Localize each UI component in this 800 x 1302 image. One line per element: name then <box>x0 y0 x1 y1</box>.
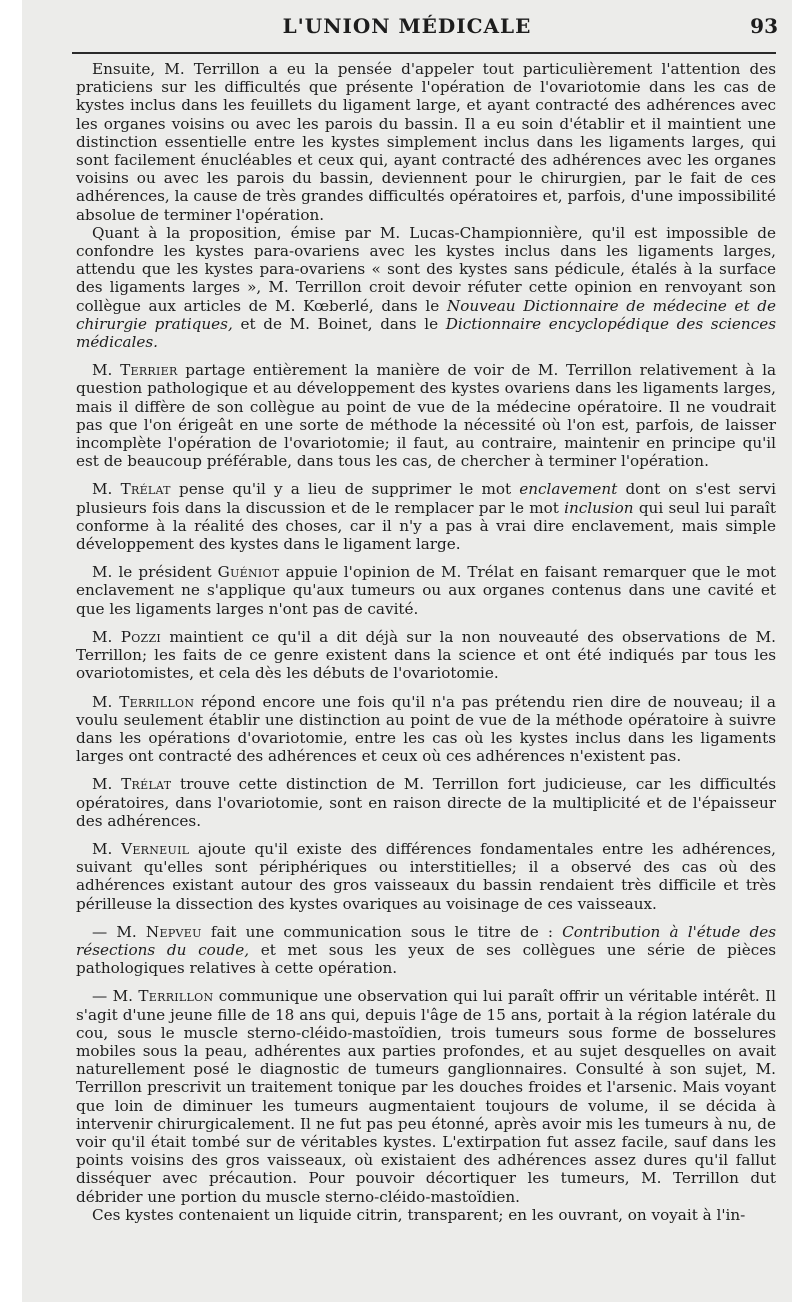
paragraph <box>76 693 776 766</box>
paragraph-text: appuie l'opinion de M. Trélat en faisant remarquer que le mot enclavement ne s'applique qu'aux tumeurs ou aux organes contenus dans une cavité et que les ligaments larges n'ont pas de cavité. <box>76 563 776 618</box>
paragraph-text: ajoute qu'il existe des différences fondamentales entre les adhérences, suivant qu'elles sont périphériques ou interstitielles; il a observé des cas où des adhérences existant autour des gros vaisseaux du bassin rendaient très difficile et très périlleuse la dissection des kystes ovariques au voisinage de ces vaisseaux. <box>76 839 776 913</box>
paragraph-text: — M. <box>92 987 139 1006</box>
paragraph <box>76 1206 776 1224</box>
paragraph <box>76 840 776 913</box>
italic-text: Dictionnaire encyclopédique des sciences médicales. <box>76 314 776 352</box>
paragraph-text: M. <box>92 361 121 380</box>
paragraph-text: maintient ce qu'il a dit déjà sur la non nouveauté des observations de M. Terrillon; les faits de ce genre existent dans la science et ont été indiqués par tous les ovariotomistes, et cela dès les débuts de l'ovariotomie. <box>76 627 776 683</box>
paragraph-text: trouve cette distinction de M. Terrillon fort judicieuse, car les difficultés opératoires, dans l'ovariotomie, sont en raison directe de la multiplicité et de l'épaisseur des adhérences. <box>76 775 776 830</box>
running-title: L'UNION MÉDICALE <box>282 14 532 38</box>
paragraph <box>76 60 776 224</box>
header-rule <box>72 52 776 54</box>
italic-text: inclusion <box>564 498 634 517</box>
paragraph-text: M. le président <box>92 563 218 582</box>
italic-text: Nouveau Dictionnaire de médecine et de chirurgie pratiques, <box>76 296 777 333</box>
paragraph <box>76 628 776 683</box>
speaker-name: Pozzi <box>120 627 162 646</box>
paragraph-text: pense qu'il y a lieu de supprimer le mot <box>170 480 520 499</box>
page-header <box>22 14 792 44</box>
paragraph-text: fait une communication sous le titre de : <box>201 922 563 941</box>
paragraph-text: — M. <box>92 922 146 941</box>
paragraph <box>76 480 776 553</box>
paragraph-text: M. <box>92 839 122 858</box>
paragraph <box>76 224 776 351</box>
paragraph-text: communique une observation qui lui paraît offrir un véritable intérêt. Il s'agit d'une jeune fille de 18 ans qui, depuis l'âge de 15 ans, portait à la région latérale du cou, sous le muscle sterno-cléido-mastoïdien, trois tumeurs sous forme de bosselures mobiles sous la peau, adhérentes aux parties profondes, et au sujet desquelles on avait naturellement posé le diagnostic de tumeurs ganglionnaires. Consulté à son sujet, M. Terrillon prescrivit un traitement tonique par les douches froides et l'arsenic. Mais voyant que loin de diminuer les tumeurs augmentaient toujours de volume, il se décida à intervenir chirurgicalement. Il ne fut pas peu étonné, après avoir mis les tumeurs à nu, de voir qu'il était tombé sur de véritables kystes. L'extirpation fut assez facile, sauf dans les points voisins des gros vaisseaux, où existaient des adhérences assez dures qu'il fallut disséquer avec précaution. Pour pouvoir décortiquer les tumeurs, M. Terrillon dut débrider une portion du muscle sterno-cléido-mastoïdien. <box>76 987 776 1206</box>
paragraph-text: M. <box>92 627 121 646</box>
paragraph-text: M. <box>92 692 120 711</box>
page-number: 93 <box>750 14 778 38</box>
paragraph-text: dont on s'est servi plusieurs fois dans la discussion et de le remplacer par le mot <box>76 480 776 517</box>
paragraph <box>76 361 776 470</box>
speaker-name: Trélat <box>120 480 171 499</box>
paragraph-text: répond encore une fois qu'il n'a pas prétendu rien dire de nouveau; il a voulu seulement établir une distinction au point de vue de la méthode opératoire à suivre dans les opérations d'ovariotomie, entre les cas où les kystes inclus dans les ligaments larges ont contracté des adhérences et ceux où ces adhérences n'existent pas. <box>76 692 776 766</box>
speaker-name: Terrier <box>120 361 178 380</box>
paragraph <box>76 775 776 830</box>
speaker-name: Guéniot <box>217 563 280 582</box>
article-body <box>76 60 776 1224</box>
paragraph-text: partage entièrement la manière de voir de M. Terrillon relativement à la question pathologique et au développement des kystes ovariens dans les ligaments larges, mais il diffère de son collègue au point de vue de la médecine opératoire. Il ne voudrait pas que l'on érigeât en une sorte de méthode la nécessité où l'on est, parfois, de laisser incomplète l'opération de l'ovariotomie; il faut, au contraire, maintenir en principe qu'il est de beaucoup préférable, dans tous les cas, de chercher à terminer l'opération. <box>76 361 776 471</box>
paragraph-text: Ensuite, M. Terrillon a eu la pensée d'appeler tout particulièrement l'attention des praticiens sur les difficultés que présente l'opération de l'ovariotomie dans les cas de kystes inclus dans les feuillets du ligament large, et ayant contracté des adhérences avec les organes voisins ou avec les parois du bassin. Il a eu soin d'établir et il maintient une distinction essentielle entre les kystes simplement inclus dans les ligaments larges, qui sont facilement énucléables et ceux qui, ayant contracté des adhérences avec les organes voisins ou avec les parois du bassin, deviennent pour le chirurgien, par le fait de ces adhérences, la cause de très grandes difficultés opératoires et, parfois, d'une impossibilité absolue de terminer l'opération. <box>76 60 776 224</box>
paragraph-text: Ces kystes contenaient un liquide citrin, transparent; en les ouvrant, on voyait à l'in- <box>92 1205 746 1224</box>
italic-text: Contribution à l'étude des résections du coude, <box>76 922 776 959</box>
paragraph-text: et de M. Boinet, dans le <box>232 314 446 333</box>
speaker-name: Terrillon <box>138 987 214 1006</box>
speaker-name: Terrillon <box>119 692 195 711</box>
speaker-name: Trélat <box>121 775 172 794</box>
speaker-name: Nepveu <box>145 922 202 941</box>
paragraph-text: M. <box>92 775 122 794</box>
paragraph-text: M. <box>92 480 121 499</box>
paragraph <box>76 563 776 618</box>
paragraph-text: et met sous les yeux de ses collègues une série de pièces pathologiques relatives à cette opération. <box>76 940 776 978</box>
paragraph <box>76 987 776 1205</box>
italic-text: enclavement <box>519 480 618 499</box>
speaker-name: Verneuil <box>121 839 190 858</box>
paragraph-text: qui seul lui paraît conforme à la réalité des choses, car il n'y a pas à vrai dire enclavement, mais simple développement des kystes dans le ligament large. <box>76 498 776 554</box>
paragraph <box>76 923 776 978</box>
paragraph-text: Quant à la proposition, émise par M. Lucas-Championnière, qu'il est impossible de confondre les kystes para-ovariens avec les kystes inclus dans les ligaments larges, attendu que les kystes para-ovariens « sont des kystes sans pédicule, étalés à la surface des ligaments larges », M. Terrillon croit devoir réfuter cette opinion en renvoyant son collègue aux articles de M. Kœberlé, dans le <box>76 223 776 315</box>
